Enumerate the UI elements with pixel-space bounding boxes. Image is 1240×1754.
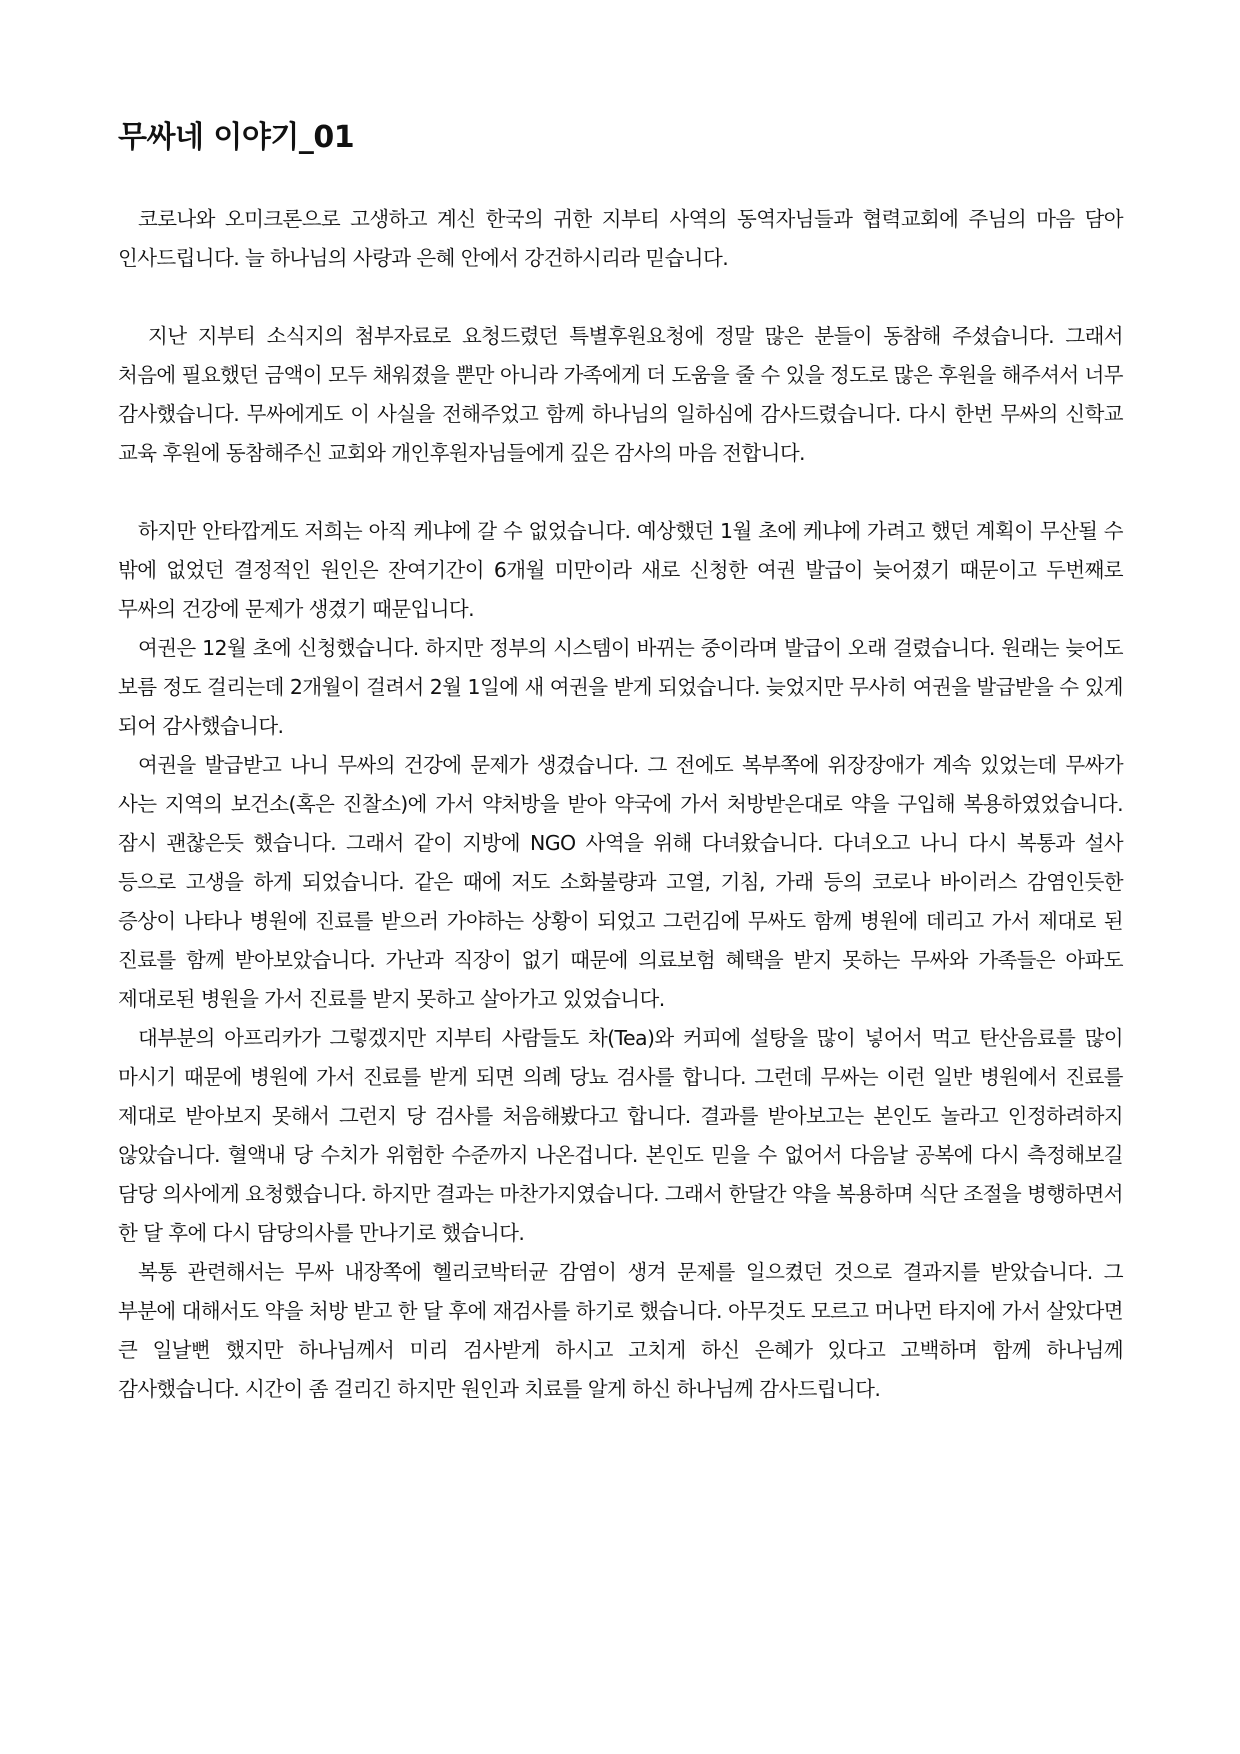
paragraph-passport: 여권은 12월 초에 신청했습니다. 하지만 정부의 시스템이 바뀌는 중이라며 발급이 오래 걸렸습니다. 원래는 늦어도 보름 정도 걸리는데 2개월이 걸려서 2월 1일에 새 여권을 받게 되었습니다. 늦었지만 무사히 여권을 발급받을 수 있게 되어 감사했습니다. <box>118 636 1123 738</box>
paragraph-stomach: 복통 관련해서는 무싸 내장쪽에 헬리코박터균 감염이 생겨 문제를 일으켰던 것으로 결과지를 받았습니다. 그 부분에 대해서도 약을 처방 받고 한 달 후에 재검사를 하기로 했습니다. 아무것도 모르고 머나먼 타지에 가서 살았다면 큰 일날뻔 했지만 하나님께서 미리 검사받게 하시고 고치게 하신 은혜가 있다고 고백하며 함께 하나님께 감사했습니다. 시간이 좀 걸리긴 하지만 원인과 치료를 알게 하신 하나님께 감사드립니다. <box>118 1260 1123 1401</box>
paragraph-diabetes: 대부분의 아프리카가 그렇겠지만 지부티 사람들도 차(Tea)와 커피에 설탕을 많이 넣어서 먹고 탄산음료를 많이 마시기 때문에 병원에 가서 진료를 받게 되면 의례 당뇨 검사를 합니다. 그런데 무싸는 이런 일반 병원에서 진료를 제대로 받아보지 못해서 그런지 당 검사를 처음해봤다고 합니다. 결과를 받아보고는 본인도 놀라고 인정하려하지 않았습니다. 혈액내 당 수치가 위험한 수준까지 나온겁니다. 본인도 믿을 수 없어서 다음날 공복에 다시 측정해보길 담당 의사에게 요청했습니다. 하지만 결과는 마찬가지였습니다. 그래서 한달간 약을 복용하며 식단 조절을 병행하면서 한 달 후에 다시 담당의사를 만나기로 했습니다. <box>118 1026 1123 1245</box>
paragraph-greeting: 코로나와 오미크론으로 고생하고 계신 한국의 귀한 지부티 사역의 동역자님들과 협력교회에 주님의 마음 담아 인사드립니다. 늘 하나님의 사랑과 은혜 안에서 강건하시리라 믿습니다. <box>118 207 1123 270</box>
paragraph-thanks: 지난 지부티 소식지의 첨부자료로 요청드렸던 특별후원요청에 정말 많은 분들이 동참해 주셨습니다. 그래서 처음에 필요했던 금액이 모두 채워졌을 뿐만 아니라 가족에게 더 도움을 줄 수 있을 정도로 많은 후원을 해주셔서 너무 감사했습니다. 무싸에게도 이 사실을 전해주었고 함께 하나님의 일하심에 감사드렸습니다. 다시 한번 무싸의 신학교 교육 후원에 동참해주신 교회와 개인후원자님들에게 깊은 감사의 마음 전합니다. <box>118 324 1123 465</box>
document-body <box>118 200 1123 1409</box>
paragraph-health: 여권을 발급받고 나니 무싸의 건강에 문제가 생겼습니다. 그 전에도 복부쪽에 위장장애가 계속 있었는데 무싸가 사는 지역의 보건소(혹은 진찰소)에 가서 약처방을 받아 약국에 가서 처방받은대로 약을 구입해 복용하였었습니다. 잠시 괜찮은듯 했습니다. 그래서 같이 지방에 NGO 사역을 위해 다녀왔습니다. 다녀오고 나니 다시 복통과 설사 등으로 고생을 하게 되었습니다. 같은 때에 저도 소화불량과 고열, 기침, 가래 등의 코로나 바이러스 감염인듯한 증상이 나타나 병원에 진료를 받으러 가야하는 상황이 되었고 그런김에 무싸도 함께 병원에 데리고 가서 제대로 된 진료를 함께 받아보았습니다. 가난과 직장이 없기 때문에 의료보험 혜택을 받지 못하는 무싸와 가족들은 아파도 제대로된 병원을 가서 진료를 받지 못하고 살아가고 있었습니다. <box>118 753 1123 1011</box>
document-title: 무싸네 이야기_01 <box>118 120 355 155</box>
paragraph-kenya-delay: 하지만 안타깝게도 저희는 아직 케냐에 갈 수 없었습니다. 예상했던 1월 초에 케냐에 가려고 했던 계획이 무산될 수 밖에 없었던 결정적인 원인은 잔여기간이 6개월 미만이라 새로 신청한 여권 발급이 늦어졌기 때문이고 두번째로 무싸의 건강에 문제가 생겼기 때문입니다. <box>118 519 1123 621</box>
